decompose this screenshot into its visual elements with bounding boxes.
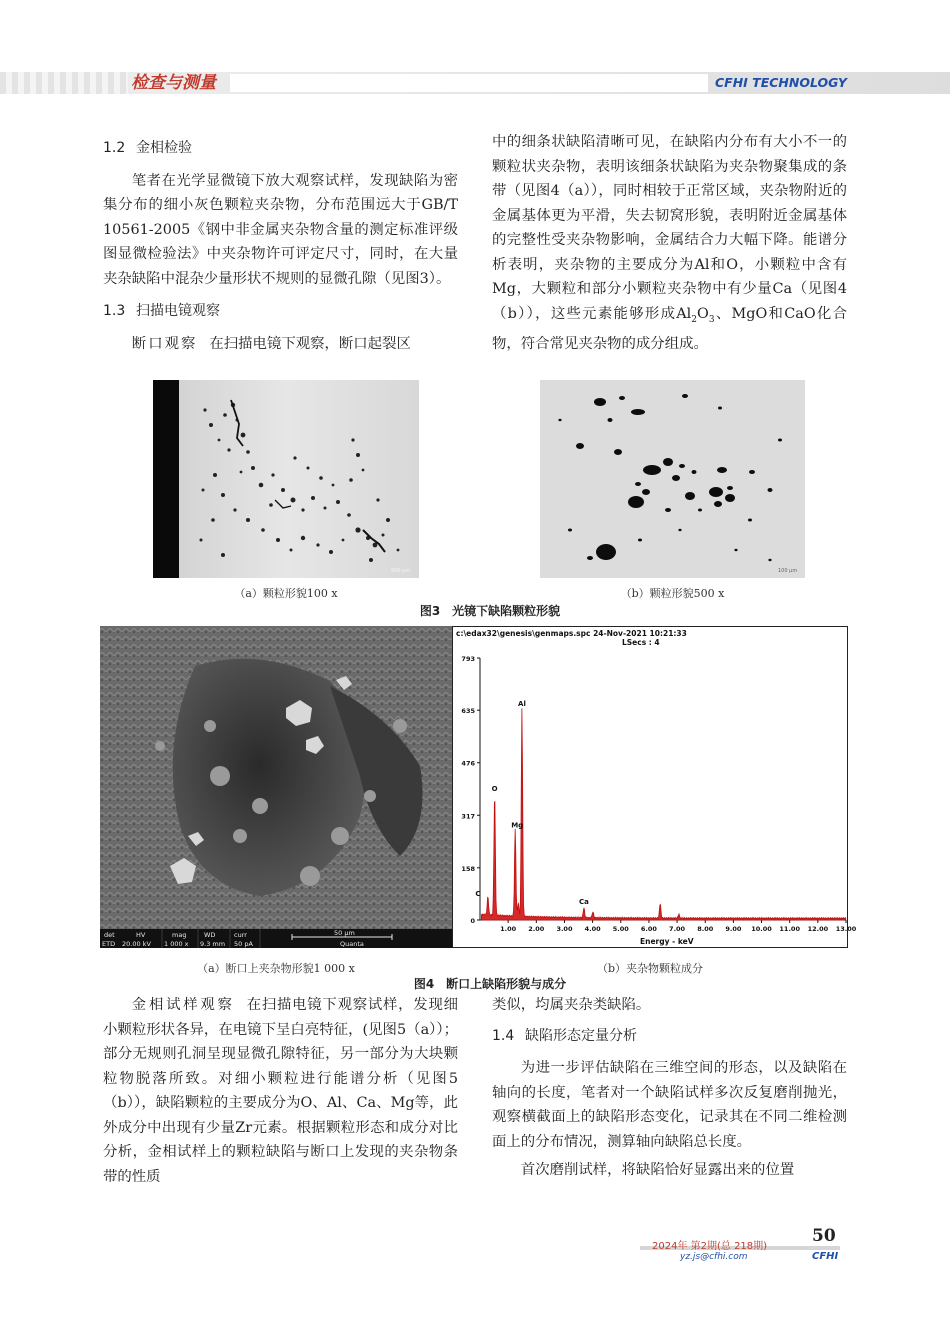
paragraph-text: 中的细条状缺陷清晰可见，在缺陷内分布有大小不一的颗粒状夹杂物，表明该细条状缺陷为夹杂物聚集成的条带（见图4（a）），同时相较于正常区域，夹杂物附近的金属基体更为平滑，失去韧窝形貌，表明附近金属基体的完整性受夹杂物影响，金属结合力大幅下降。能谱分析表明，夹杂物的主要成分为Al和O，小颗粒中含有Mg，大颗粒和部分小颗粒夹杂物中有少量Ca（见图4（b）），这些元素能够形成 [492, 134, 847, 322]
micrograph-100x [153, 380, 419, 578]
paragraph: 类似，均属夹杂类缺陷。 [492, 997, 651, 1013]
journal-brand: CFHI TECHNOLOGY [715, 75, 847, 90]
formula-subscript: 2 [691, 314, 697, 325]
x-tick-label: 5.00 [612, 925, 629, 933]
sem-label-hv: HV [136, 931, 146, 939]
paragraph-keyword: 金相试样观察 [131, 997, 235, 1013]
scale-bar-label: 100 μm [778, 568, 798, 574]
y-tick-label: 476 [461, 759, 475, 768]
footer-logo: CFHI [812, 1251, 839, 1262]
figure-caption: （a）断口上夹杂物形貌1 000 x [197, 962, 355, 975]
paragraph-text: 在扫描电镜下观察试样，发现细小颗粒形状各异，在电镜下呈白亮特征，(见图5（a））；部分无规则孔洞呈现显微孔隙特征，另一部分为大块颗粒物脱落所致。对细小颗粒进行能谱分析（见图5（b）），缺陷颗粒的主要成分为O、Al、Ca、Mg等，此外成分中出现有少量Zr元素。根据颗粒形态和成分对比分析，金相试样上的颗粒缺陷与断口上发现的夹杂物条带的性质 [103, 997, 458, 1185]
header-band [0, 72, 950, 94]
section-number: 1.2 [103, 140, 126, 156]
x-tick-label: 3.00 [556, 925, 573, 933]
figure-caption: （b）夹杂物颗粒成分 [596, 962, 704, 975]
figure-caption: （b）颗粒形貌500 x [620, 587, 725, 600]
figure-title: 图4 断口上缺陷形貌与成分 [413, 977, 567, 991]
x-tick-label: 10.00 [751, 925, 772, 933]
right-column-bottom [492, 993, 847, 1183]
formula-subscript: 3 [708, 314, 715, 325]
x-tick-label: 4.00 [584, 925, 601, 933]
micrograph-500x [540, 380, 805, 578]
peak-label-o: O [491, 785, 498, 794]
section-heading-1-4 [492, 1024, 847, 1049]
section-heading-text: 扫描电镜观察 [136, 303, 220, 319]
paragraph [103, 332, 458, 357]
paragraph: 笔者在光学显微镜下放大观察试样，发现缺陷为密集分布的细小灰色颗粒夹杂物，分布范围远大于GB/T 10561-2005《钢中非金属夹杂物含量的测定标准评级图显微检验法》中夹杂物许可评定尺寸，同时，在大量夹杂缺陷中混杂少量形状不规则的显微孔隙（见图3）。 [103, 172, 458, 287]
page-number: 50 [812, 1226, 836, 1246]
section-heading-text: 缺陷形态定量分析 [525, 1027, 637, 1044]
sem-value-det: ETD [102, 940, 116, 948]
paragraph: 为进一步评估缺陷在三维空间的形态，以及缺陷在轴向的长度，笔者对一个缺陷试样多次反复磨削抛光，观察横截面上的缺陷形态变化，记录其在不同二维检测面上的分布情况，测算轴向缺陷总长度。 [492, 1060, 847, 1150]
right-column-top [492, 130, 847, 356]
paragraph [492, 130, 847, 356]
contact-email: yz.js@cfhi.com [680, 1252, 748, 1262]
left-column-bottom [103, 993, 458, 1189]
peak-label-mg: Mg [511, 821, 524, 830]
sem-brand: Quanta [340, 940, 364, 948]
sem-label-mag: mag [172, 931, 187, 939]
x-tick-label: 2.00 [528, 925, 545, 933]
header-stripes [0, 72, 128, 94]
sem-value-mag: 1 000 x [164, 940, 189, 948]
x-tick-label: 6.00 [640, 925, 657, 933]
issue-info: 2024年 第2期(总 218期) [652, 1241, 768, 1252]
section-number: 1.3 [103, 303, 126, 319]
header-white-band [230, 74, 708, 92]
formula-part: O [697, 305, 709, 322]
sem-value-curr: 50 pA [234, 940, 253, 948]
peak-label-al: Al [518, 699, 526, 708]
x-tick-label: 8.00 [697, 925, 714, 933]
y-tick-label: 158 [461, 864, 475, 873]
formula-part: Al [676, 305, 692, 322]
section-title: 检查与测量 [131, 73, 216, 93]
section-heading-1-2 [103, 136, 458, 161]
x-axis-label: Energy - keV [640, 937, 694, 946]
x-tick-label: 1.00 [500, 925, 517, 933]
y-tick-label: 317 [461, 812, 475, 821]
sem-value-wd: 9.3 mm [200, 940, 226, 948]
left-column-top [103, 130, 458, 356]
chart-subtitle: LSecs : 4 [622, 638, 660, 647]
x-tick-label: 12.00 [807, 925, 829, 933]
y-tick-label: 0 [470, 917, 475, 925]
paragraph [103, 993, 458, 1189]
section-number: 1.4 [492, 1027, 515, 1044]
y-tick-label: 635 [461, 707, 475, 716]
peak-label-ca: Ca [578, 898, 589, 907]
sem-label-curr: curr [234, 931, 247, 939]
paragraph: 首次磨削试样，将缺陷恰好显露出来的位置 [520, 1162, 795, 1178]
sem-value-hv: 20.00 kV [122, 940, 151, 948]
eds-spectrum-chart [452, 626, 857, 948]
paragraph-text: 、MgO和CaO化合物，符合常见夹杂物的成分组成。 [492, 305, 847, 352]
sem-scale-label: 50 μm [334, 929, 355, 937]
paragraph-text: 在扫描电镜下观察，断口起裂区 [209, 335, 411, 352]
chart-title: c:\edax32\genesis\genmaps.spc 24-Nov-2021 10:21:33 [456, 629, 687, 638]
sem-label-wd: WD [204, 931, 216, 939]
x-tick-label: 11.00 [779, 925, 800, 933]
x-tick-label: 7.00 [669, 925, 686, 933]
sem-fracture-image [100, 626, 452, 948]
sem-label-det: det [104, 931, 115, 939]
x-tick-label: 9.00 [725, 925, 742, 933]
figure-title: 图3 光镜下缺陷颗粒形貌 [419, 604, 561, 618]
scale-bar-label: 500 μm [391, 568, 411, 574]
paragraph-keyword: 断口观察 [131, 335, 198, 352]
y-tick-label: 793 [461, 655, 475, 663]
section-heading-1-3 [103, 299, 458, 324]
x-tick-label: 13.00 [835, 925, 857, 933]
figure-caption: （a）颗粒形貌100 x [234, 587, 338, 600]
section-heading-text: 金相检验 [136, 140, 192, 156]
peak-label-c: C [475, 889, 481, 898]
